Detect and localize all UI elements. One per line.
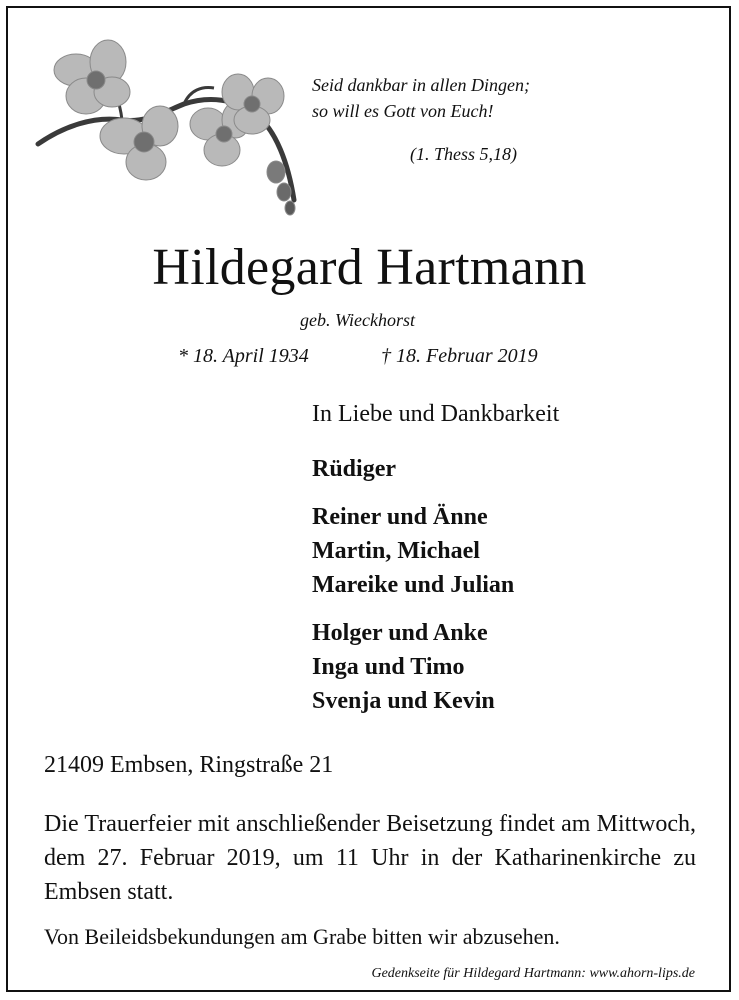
mourner-name: Martin, Michael <box>312 538 480 564</box>
memorial-page-note: Gedenkseite für Hildegard Hartmann: www.ahorn-lips.de <box>371 966 695 981</box>
verse-reference: (1. Thess 5,18) <box>410 144 517 164</box>
mourner-group-3 <box>312 616 495 718</box>
mourner-name: Reiner und Änne <box>312 504 488 530</box>
death-date: † 18. Februar 2019 <box>381 345 538 367</box>
mourner-group-2 <box>312 500 514 602</box>
verse-line-1: Seid dankbar in allen Dingen; <box>312 75 530 95</box>
mourner-name: Rüdiger <box>312 456 396 482</box>
deceased-name: Hildegard Hartmann <box>152 239 587 296</box>
family-address: 21409 Embsen, Ringstraße 21 <box>44 752 334 778</box>
mourner-name: Mareike und Julian <box>312 572 515 598</box>
birth-date: * 18. April 1934 <box>178 345 309 367</box>
verse-line-2: so will es Gott von Euch! <box>312 101 494 121</box>
condolence-notice: Von Beileidsbekundungen am Grabe bitten wir abzusehen. <box>44 924 560 949</box>
bible-verse <box>312 72 530 167</box>
orchid-branch-icon <box>24 28 314 224</box>
maiden-name: geb. Wieckhorst <box>300 310 415 330</box>
mourners-intro: In Liebe und Dankbarkeit <box>312 401 560 427</box>
mourner-name: Inga und Timo <box>312 654 465 680</box>
mourner-name: Svenja und Kevin <box>312 688 495 714</box>
funeral-notice: Die Trauerfeier mit anschließender Beisetzung findet am Mittwoch, dem 27. Februar 2019, um 11 Uhr in der Katharinenkirche zu Embsen statt. <box>44 811 696 905</box>
mourner-group-1 <box>312 452 396 486</box>
mourner-name: Holger und Anke <box>312 620 488 646</box>
